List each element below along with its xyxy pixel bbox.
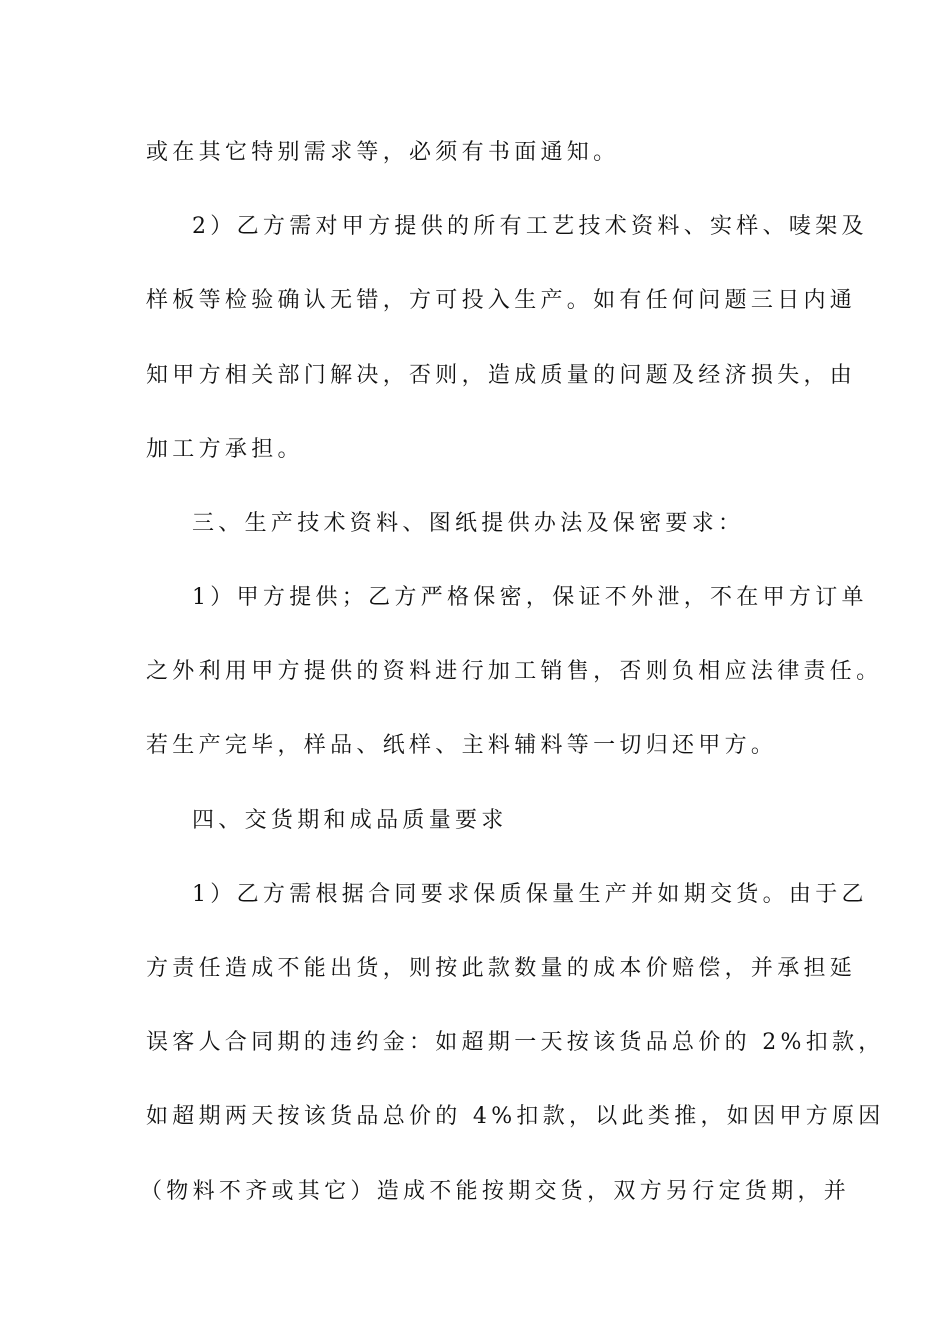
section-heading: 三、生产技术资料、图纸提供办法及保密要求： xyxy=(192,511,745,536)
text-line: 或在其它特别需求等，必须有书面通知。 xyxy=(146,140,620,165)
text-line: 加工方承担。 xyxy=(146,437,304,462)
section-heading: 四、交货期和成品质量要求 xyxy=(192,808,508,833)
text-line: 1）甲方提供；乙方严格保密，保证不外泄，不在甲方订单 xyxy=(192,585,868,610)
text-line: 样板等检验确认无错，方可投入生产。如有任何问题三日内通 xyxy=(146,288,857,313)
text-line: 2）乙方需对甲方提供的所有工艺技术资料、实样、唛架及 xyxy=(192,214,868,239)
text-line: 1）乙方需根据合同要求保质保量生产并如期交货。由于乙 xyxy=(192,882,868,907)
text-line: 误客人合同期的违约金：如超期一天按该货品总价的 2%扣款， xyxy=(146,1030,885,1055)
text-line: 之外利用甲方提供的资料进行加工销售，否则负相应法律责任。 xyxy=(146,659,883,684)
text-line: 若生产完毕，样品、纸样、主料辅料等一切归还甲方。 xyxy=(146,733,778,758)
text-line: 如超期两天按该货品总价的 4%扣款，以此类推，如因甲方原因 xyxy=(146,1104,885,1129)
text-line: 知甲方相关部门解决，否则，造成质量的问题及经济损失，由 xyxy=(146,363,857,388)
text-line: 方责任造成不能出货，则按此款数量的成本价赔偿，并承担延 xyxy=(146,956,857,981)
text-line: （物料不齐或其它）造成不能按期交货，双方另行定货期，并 xyxy=(140,1179,851,1204)
